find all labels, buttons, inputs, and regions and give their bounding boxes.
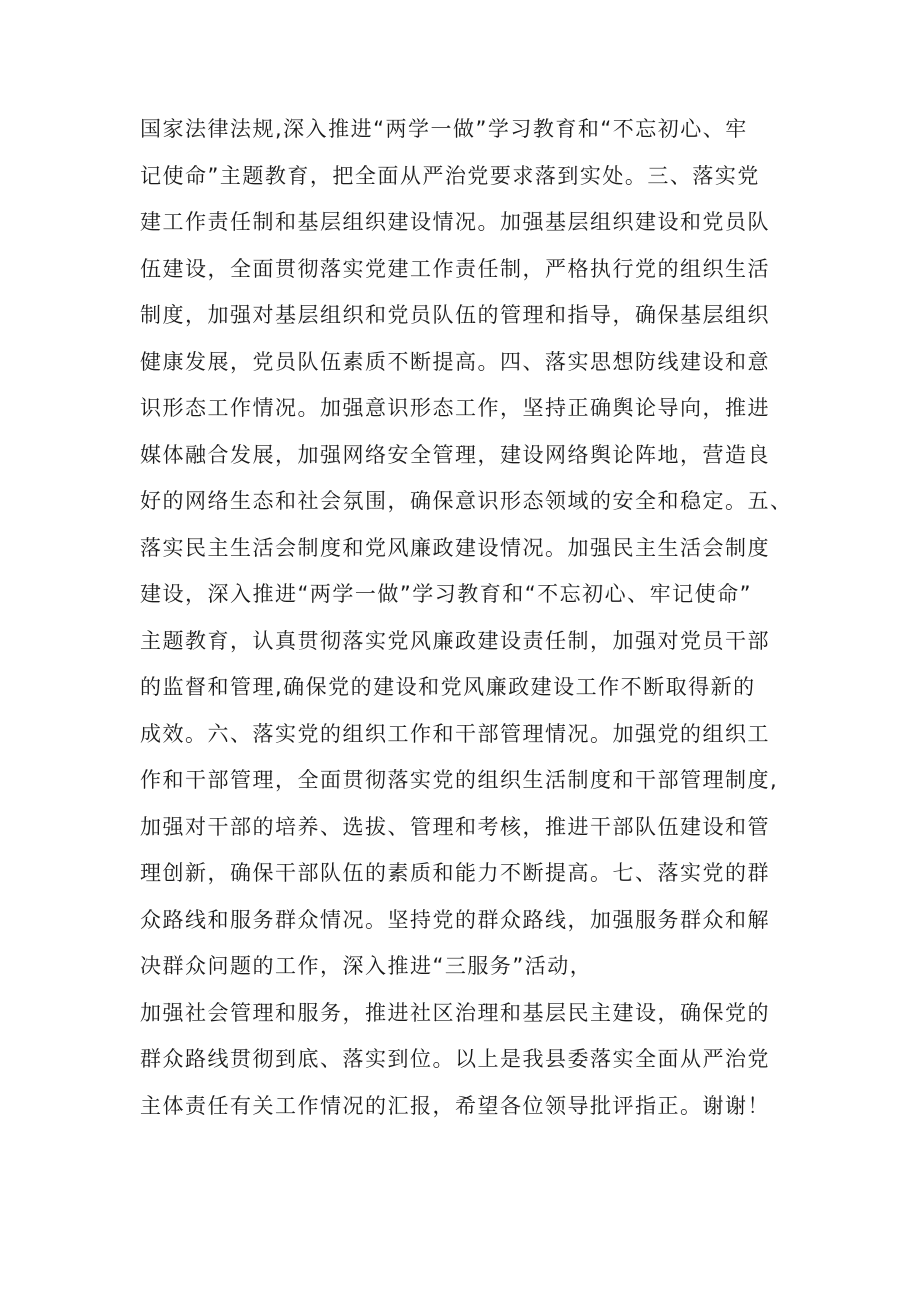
text-line-1: 国家法律法规,深入推进“两学一做”学习教育和“不忘初心、牢: [140, 117, 748, 141]
text-line-6: 健康发展，党员队伍素质不断提高。四、落实思想防线建设和意: [140, 349, 770, 374]
text-line-3: 建工作责任制和基层组织建设情况。加强基层组织建设和党员队: [140, 210, 770, 234]
text-line-20: 加强社会管理和服务，推进社区治理和基层民主建设，确保党的: [140, 1000, 770, 1025]
text-line-17: 理创新，确保干部队伍的素质和能力不断提高。七、落实党的群: [140, 861, 770, 885]
text-line-2: 记使命”主题教育，把全面从严治党要求落到实处。三、落实党: [140, 163, 760, 188]
text-line-9: 好的网络生态和社会氛围，确保意识形态领域的安全和稳定。五、: [140, 489, 793, 513]
text-line-19: 决群众问题的工作，深入推进“三服务”活动，: [140, 954, 593, 978]
text-line-7: 识形态工作情况。加强意识形态工作，坚持正确舆论导向，推进: [140, 396, 770, 420]
text-line-8: 媒体融合发展，加强网络安全管理，建设网络舆论阵地，营造良: [140, 442, 770, 467]
text-line-22: 主体责任有关工作情况的汇报，希望各位领导批评指正。谢谢！: [140, 1093, 770, 1118]
text-line-4: 伍建设，全面贯彻落实党建工作责任制，严格执行党的组织生活: [140, 256, 770, 281]
text-line-10: 落实民主生活会制度和党风廉政建设情况。加强民主生活会制度: [140, 535, 770, 560]
text-line-13: 的监督和管理,确保党的建设和党风廉政建设工作不断取得新的: [140, 675, 756, 699]
text-line-18: 众路线和服务群众情况。坚持党的群众路线，加强服务群众和解: [140, 907, 770, 932]
text-line-21: 群众路线贯彻到底、落实到位。以上是我县委落实全面从严治党: [140, 1047, 770, 1071]
text-line-14: 成效。六、落实党的组织工作和干部管理情况。加强党的组织工: [140, 721, 770, 746]
text-line-5: 制度，加强对基层组织和党员队伍的管理和指导，确保基层组织: [140, 303, 770, 327]
text-line-11: 建设，深入推进“两学一做”学习教育和“不忘初心、牢记使命”: [140, 582, 753, 606]
text-line-16: 加强对干部的培养、选拔、管理和考核，推进干部队伍建设和管: [140, 814, 770, 839]
text-line-15: 作和干部管理，全面贯彻落实党的组织生活制度和干部管理制度,: [140, 768, 779, 792]
text-line-12: 主题教育，认真贯彻落实党风廉政建设责任制，加强对党员干部: [140, 628, 770, 653]
body-text: [140, 106, 800, 1129]
